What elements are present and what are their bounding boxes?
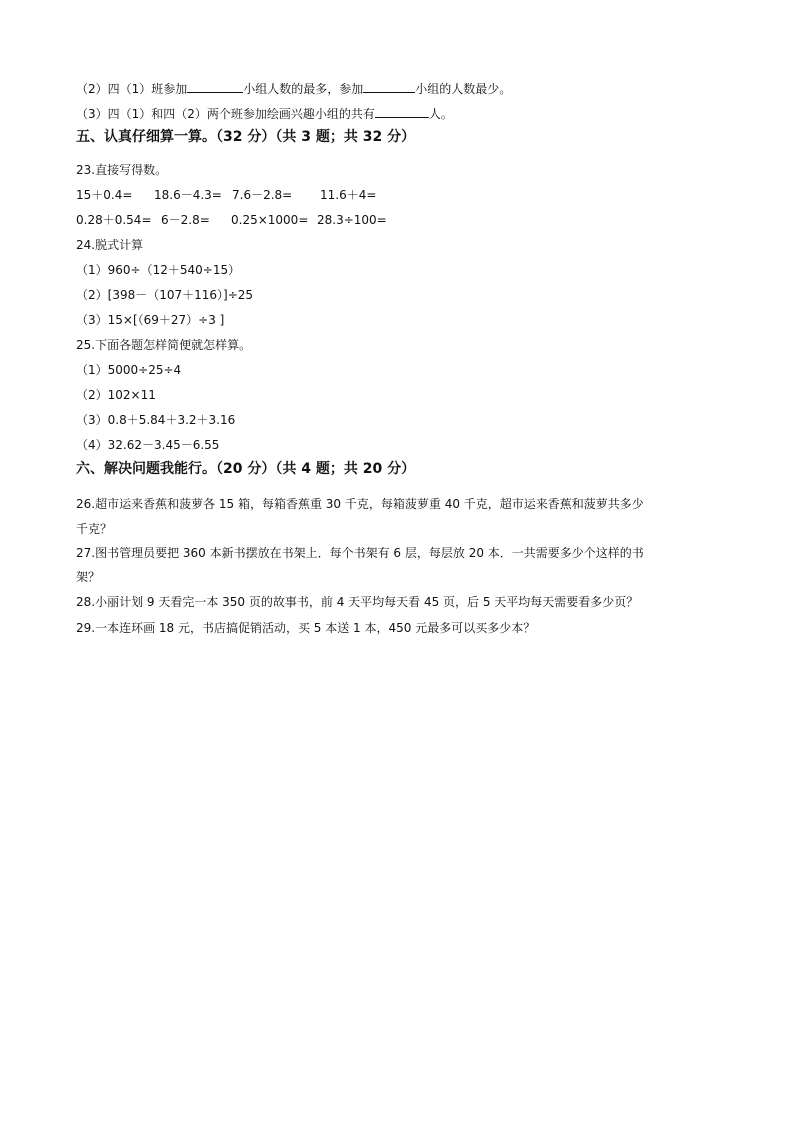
question-27-line-1: 27.图书管理员要把 360 本新书摆放在书架上．每个书架有 6 层，每层放 20 本．一共需要多少个这样的书 [76,546,644,560]
question-26-line-1: 26.超市运来香蕉和菠萝各 15 箱，每箱香蕉重 30 千克，每箱菠萝重 40 千克，超市运来香蕉和菠萝共多少 [76,497,644,511]
calc-item: 6－2.8= [161,213,210,227]
question-22-part-3 [76,105,453,122]
question-25-title: 25.下面各题怎样简便就怎样算。 [76,338,252,352]
question-26-line-2: 千克？ [76,522,113,536]
section-6-heading: 六、解决问题我能行。（20 分）（共 4 题；共 20 分） [76,461,416,477]
question-24-title: 24.脱式计算 [76,238,144,252]
answer-blank-drawing-total[interactable] [375,105,429,118]
calc-item: 0.25×1000= [231,213,309,227]
question-23-title: 23.直接写得数。 [76,163,168,177]
calc-item: 7.6－2.8= [232,188,293,202]
answer-blank-most-group[interactable] [187,80,243,93]
question-22-part-2 [76,80,511,97]
calc-item: 28.3÷100= [317,213,387,227]
question-25-item: （3）0.8＋5.84＋3.2＋3.16 [76,413,236,427]
calc-item: 0.28＋0.54= [76,213,152,227]
q22-2-text-b: 小组人数的最多，参加 [243,82,364,96]
question-25-item: （4）32.62－3.45－6.55 [76,438,220,452]
calc-item: 18.6－4.3= [154,188,222,202]
question-24-item: （3）15×[（69＋27）÷3 ] [76,313,225,327]
question-25-item: （2）102×11 [76,388,156,402]
question-23-row-2 [76,212,387,228]
question-29: 29.一本连环画 18 元，书店搞促销活动，买 5 本送 1 本，450 元最多可以买多少本？ [76,621,536,635]
calc-item: 15＋0.4= [76,188,133,202]
q22-3-text-a: （3）四（1）和四（2）两个班参加绘画兴趣小组的共有 [76,107,375,121]
question-28: 28.小丽计划 9 天看完一本 350 页的故事书，前 4 天平均每天看 45 页，后 5 天平均每天需要看多少页？ [76,595,639,609]
question-24-item: （2）[398－（107＋116）]÷25 [76,288,254,302]
q22-2-text-a: （2）四（1）班参加 [76,82,188,96]
question-24-item: （1）960÷（12＋540÷15） [76,263,241,277]
question-23-row-1 [76,187,376,203]
section-5-heading: 五、认真仔细算一算。（32 分）（共 3 题；共 32 分） [76,129,416,145]
answer-blank-least-group[interactable] [363,80,415,93]
q22-3-text-b: 人。 [428,107,453,121]
q22-2-text-c: 小组的人数最少。 [415,82,512,96]
question-25-item: （1）5000÷25÷4 [76,363,182,377]
question-27-line-2: 架？ [76,570,101,584]
calc-item: 11.6＋4= [320,188,377,202]
